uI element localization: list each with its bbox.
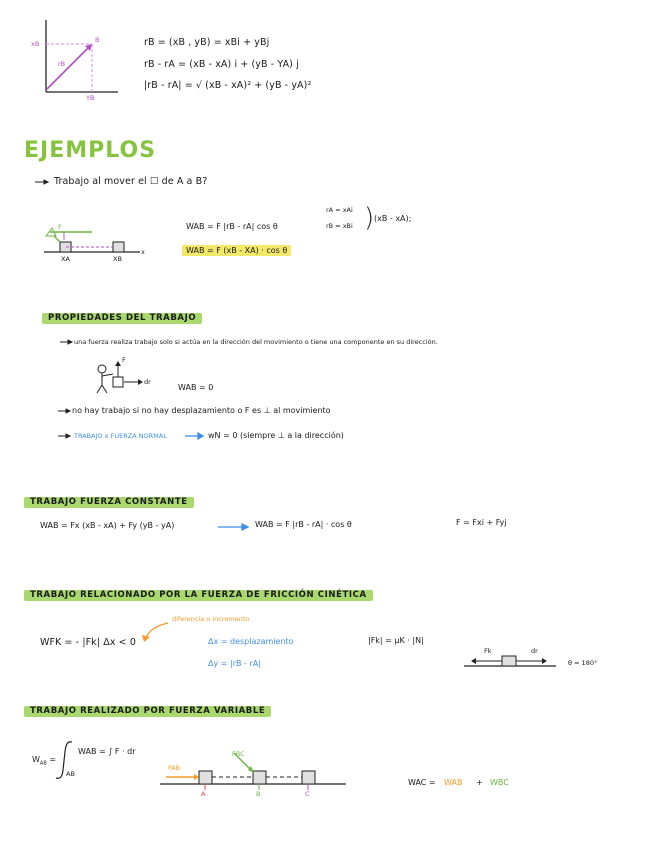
sum-wab: WAB (444, 778, 463, 787)
fig-fk: Fk (484, 647, 492, 655)
fig-label-f: F (122, 356, 126, 364)
sum-plus: + (476, 778, 483, 787)
wab-zero: WAB = 0 (178, 383, 214, 392)
friction-figure (464, 656, 556, 666)
fig-label-dr: dr (144, 378, 151, 386)
variable-force-figure (160, 753, 346, 790)
integral-eq: WAB = ∫ F · dr (78, 747, 136, 756)
equation-rb-minus-ra: rB - rA = (xB - xA) i + (yB - YA) j (144, 59, 299, 70)
blue-arrows (185, 433, 248, 530)
point-a: A (201, 790, 206, 798)
label-b: B (95, 36, 100, 44)
point-b: B (256, 790, 261, 798)
label-xa: XA (61, 255, 70, 263)
equation-magnitude: |rB - rA| = √ (xB - xA)² + (yB - yA)² (144, 80, 312, 91)
point-c: C (305, 790, 310, 798)
constante-eq-1: WAB = Fx (xB - xA) + Fy (yB - yA) (40, 521, 175, 530)
fk-eq: |Fk| = μK · |N| (368, 636, 424, 645)
sum-lhs: WAC = (408, 778, 436, 787)
constante-eq-2: WAB = F |rB - rA| · cos θ (255, 520, 352, 529)
work-equation-1: WAB = F |rB - rA| cos θ (186, 222, 278, 231)
label-fab: FAB (168, 764, 181, 772)
propiedad-line-2: no hay trabajo si no hay desplazamiento o F es ⊥ al movimiento (72, 406, 331, 415)
constante-eq-3: F = Fxi + Fyj (456, 518, 507, 527)
sum-wbc: WBC (490, 778, 509, 787)
brace-result: (xB - xA); (374, 214, 412, 223)
label-f: F (58, 223, 62, 231)
label-xb: xB (31, 40, 40, 48)
label-fbc: FBC (232, 750, 245, 758)
stick-figure-drawing (97, 361, 143, 393)
page-title: EJEMPLOS (24, 138, 157, 163)
theta-180: θ = 180° (568, 659, 598, 667)
arrow-marks (35, 180, 72, 438)
delta-x-def: Δx = desplazamiento (208, 637, 294, 646)
label-x: x (141, 248, 145, 256)
example-question: Trabajo al mover el ☐ de A a B? (54, 176, 208, 187)
integral-lhs: $W_{AB}$ = (32, 755, 57, 767)
brace-bottom: rB = xBi (326, 222, 353, 230)
brace-top: rA = xAi (326, 206, 353, 214)
normal-force-label: TRABAJO x FUERZA NORMAL (74, 432, 167, 440)
delta-y-def: Δy = |rB - rA| (208, 659, 261, 668)
propiedad-line-3: wN = 0 (siempre ⊥ a la dirección) (208, 431, 344, 440)
friccion-eq: WFK = - |Fk| Δx < 0 (40, 637, 136, 648)
integral-sub: AB (66, 770, 75, 778)
propiedad-line-1: una fuerza realiza trabajo solo si actúa en la dirección del movimiento o tiene una componente en su dirección. (74, 338, 438, 346)
heading-constante: TRABAJO FUERZA CONSTANTE (24, 497, 194, 508)
heading-propiedades: PROPIEDADES DEL TRABAJO (42, 313, 202, 324)
vector-diagram (46, 20, 118, 92)
label-yb: YB (86, 94, 95, 102)
label-rb: rB (58, 60, 66, 68)
block-displacement-figure (44, 228, 140, 252)
friccion-note: diferencia o incremento (172, 615, 250, 623)
highlighted-work-equation: WAB = F (xB - XA) · cos θ (182, 245, 291, 256)
label-xb-axis: XB (113, 255, 122, 263)
heading-variable: TRABAJO REALIZADO POR FUERZA VARIABLE (24, 706, 271, 717)
equation-rb: rB = (xB , yB) = xBi + yBj (144, 37, 270, 48)
heading-friccion: TRABAJO RELACIONADO POR LA FUERZA DE FRICCIÓN CINÉTICA (24, 590, 373, 601)
brace-icon: ) (364, 203, 375, 233)
fig-dr-friccion: dr (531, 647, 538, 655)
